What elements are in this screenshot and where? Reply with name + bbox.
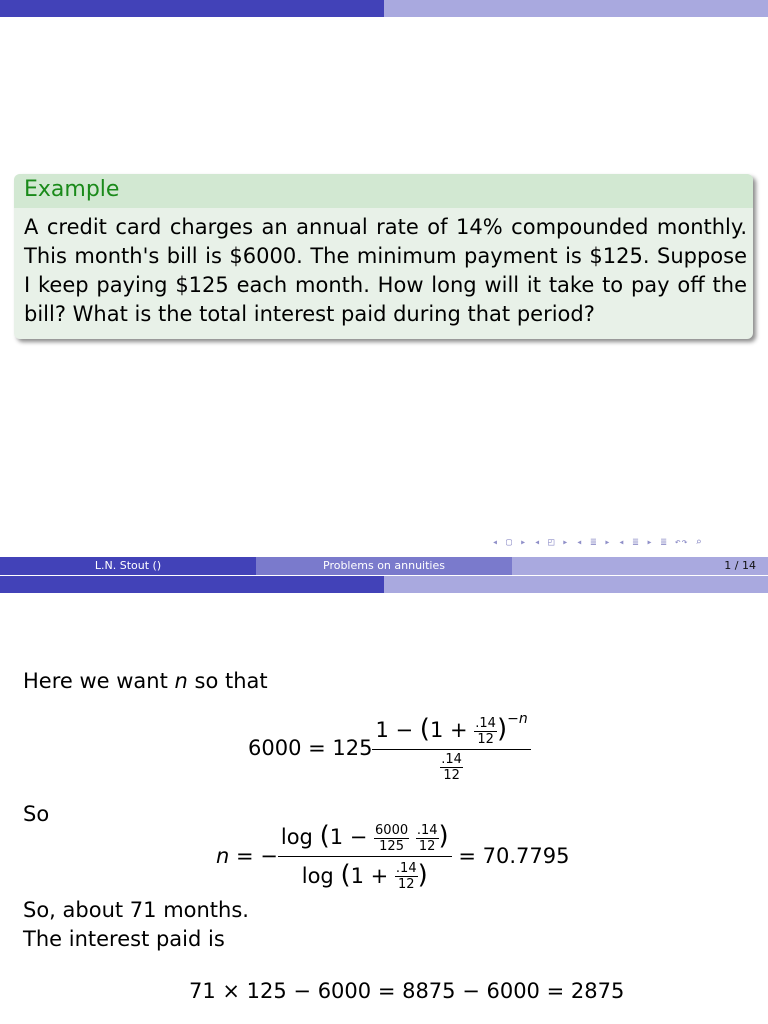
example-body: A credit card charges an annual rate of 14% compounded monthly. This month's bill is $6000. The minimum payment is $125. Suppose I keep paying $125 each month. How long will it take to pay off the bill? What is the total interest paid during that period?	[24, 215, 747, 326]
eq2-rhs: = 70.7795	[458, 844, 570, 868]
eq2-frac-a-den: 125	[374, 838, 409, 853]
eq1-rate-fraction	[474, 717, 497, 746]
equation-annuity	[248, 711, 531, 783]
intro-pre: Here we want	[23, 669, 175, 693]
header-bar-right	[384, 0, 768, 17]
eq2-den-fraction	[395, 862, 418, 891]
eq1-denominator	[372, 749, 530, 782]
eq2-lhs: n = −	[216, 844, 278, 868]
eq2-den-frac-den: 12	[395, 876, 418, 891]
eq1-exponent: −n	[507, 711, 528, 727]
eq2-den-paren-open: (	[340, 859, 351, 890]
header-bar-right	[384, 576, 768, 593]
header-bar	[0, 576, 768, 593]
eq1-rate-den: 12	[474, 731, 497, 746]
eq1-paren-close: )	[496, 714, 508, 744]
nav-subsection-icon[interactable]: ◂ ◰ ▸	[534, 537, 570, 548]
eq2-numerator	[278, 821, 452, 856]
eq2-den-paren-close: )	[417, 859, 428, 890]
eq2-fraction	[278, 821, 452, 891]
eq1-den-fraction	[440, 753, 463, 782]
eq2-den-frac-num: .14	[395, 861, 417, 876]
intro-variable: n	[174, 669, 188, 693]
header-bar-left	[0, 576, 384, 593]
interest-intro-text: The interest paid is	[23, 927, 225, 951]
eq2-frac-b-num: .14	[416, 822, 438, 838]
equation-interest: 71 × 125 − 6000 = 8875 − 6000 = 2875	[189, 979, 625, 1003]
eq1-rate-num: .14	[475, 715, 496, 731]
eq2-num-inner: 1 −	[329, 825, 375, 849]
eq1-paren-open: (	[419, 714, 430, 744]
eq2-frac-a	[374, 824, 409, 853]
header-bar	[0, 0, 768, 17]
example-title: Example	[14, 174, 753, 208]
footer-title: Problems on annuities	[256, 557, 512, 575]
intro-post: so that	[187, 669, 268, 693]
eq1-lhs: 6000 = 125	[248, 735, 373, 760]
nav-frame-icon[interactable]: ◂ ▢ ▸	[492, 537, 528, 548]
nav-search-icon[interactable]: ↶↷ ⌕	[674, 537, 703, 548]
nav-document-icon[interactable]: ◂ ≣ ▸	[618, 537, 654, 548]
eq1-one-plus: 1 +	[429, 718, 475, 742]
equation-solve-n	[216, 821, 569, 891]
eq1-fraction	[372, 711, 530, 783]
eq1-numerator	[372, 711, 530, 749]
footer-page-number: 1 / 14	[724, 559, 756, 572]
about-text: So, about 71 months.	[23, 898, 249, 922]
eq2-den-log: log	[301, 863, 341, 888]
footer-page-cell	[512, 557, 768, 575]
eq2-frac-b-den: 12	[416, 838, 439, 853]
eq1-num-pre: 1 −	[375, 718, 420, 742]
eq1-den-den: 12	[440, 767, 463, 782]
eq2-frac-a-num: 6000	[375, 822, 409, 838]
nav-section-icon[interactable]: ◂ ≣ ▸	[576, 537, 612, 548]
slide-2	[0, 576, 768, 1024]
eq2-den-inner: 1 +	[350, 863, 395, 888]
example-block	[14, 174, 753, 339]
so-text: So	[23, 802, 50, 826]
navigation-symbols[interactable]	[492, 537, 764, 551]
header-bar-left	[0, 0, 384, 17]
footer-bar	[0, 557, 768, 575]
eq2-num-paren-open: (	[319, 821, 330, 851]
eq2-denominator	[278, 856, 452, 892]
footer-author: L.N. Stout ()	[0, 557, 256, 575]
nav-toc-icon[interactable]: ≣	[660, 537, 668, 548]
eq2-frac-b	[416, 824, 439, 853]
intro-text	[23, 667, 268, 695]
eq2-num-log: log	[280, 825, 320, 849]
eq2-num-paren-close: )	[438, 821, 449, 851]
eq1-den-num: .14	[441, 751, 462, 767]
